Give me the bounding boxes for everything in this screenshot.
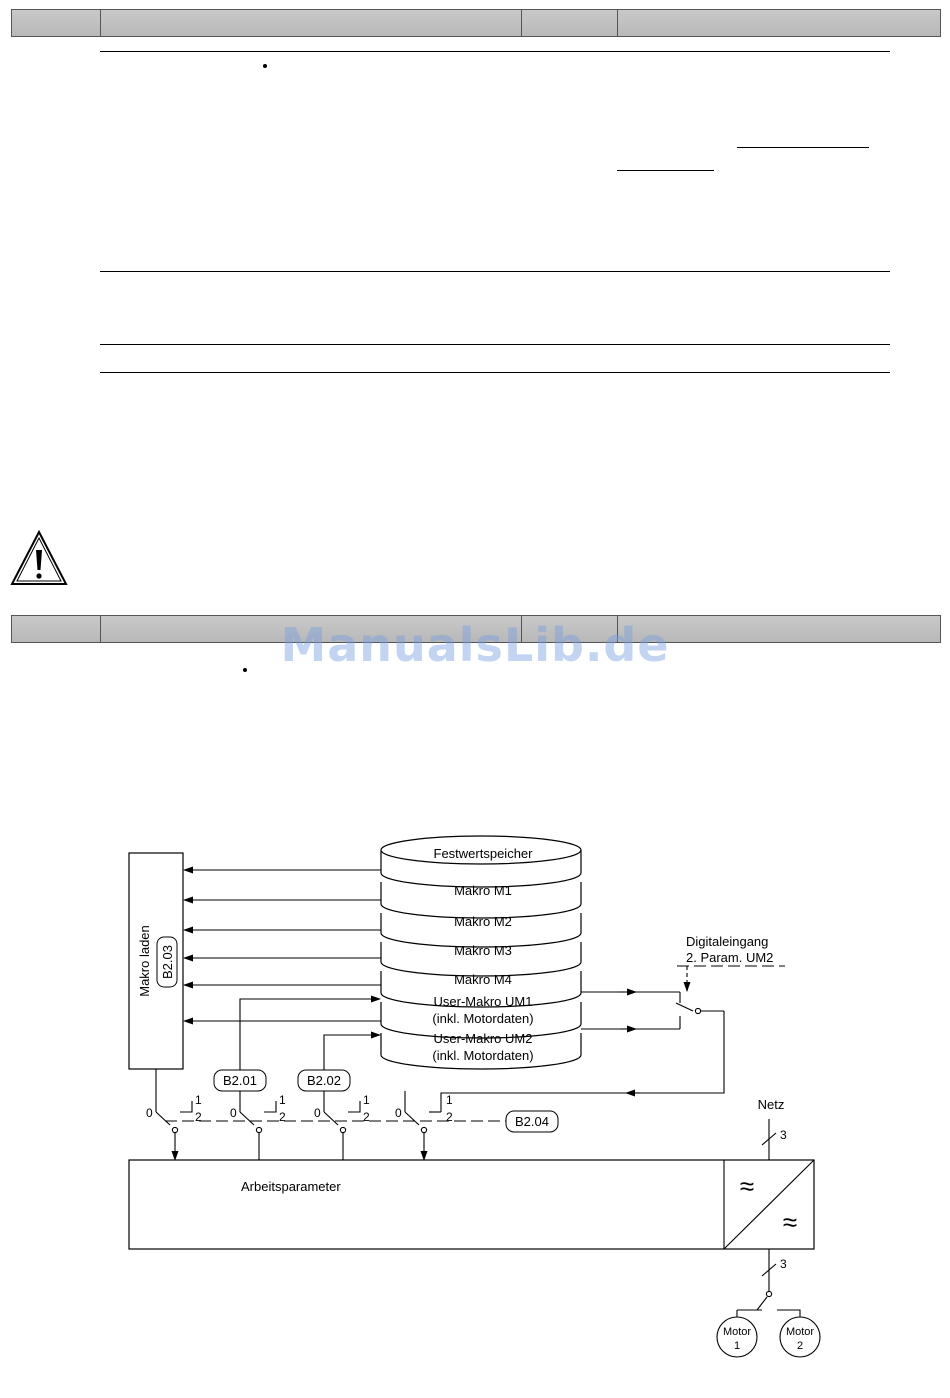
store-lines [240, 999, 380, 1070]
label-makro-m4: Makro M4 [454, 972, 512, 987]
b201-label: B2.01 [223, 1073, 257, 1088]
switch2-pos0: 0 [230, 1106, 237, 1120]
switch2-pos2: 2 [279, 1110, 286, 1124]
motor-2-number: 2 [796, 1340, 804, 1352]
label-um2-note: (inkl. Motordaten) [432, 1048, 534, 1063]
switch1-pos1: 1 [195, 1093, 202, 1107]
label-makro-m3: Makro M3 [454, 943, 512, 958]
label-festwertspeicher: Festwertspeicher [433, 846, 533, 861]
label-makro-m1: Makro M1 [454, 883, 512, 898]
digital-input-label-2: 2. Param. UM2 [686, 950, 774, 965]
load-arrows [184, 870, 381, 1021]
switch1-pos2: 2 [195, 1110, 202, 1124]
watermark: ManualsLib.de [280, 618, 670, 672]
switch3-pos1: 1 [363, 1093, 370, 1107]
makro-laden-label: Makro laden [137, 925, 152, 997]
netz-phase-count: 3 [780, 1128, 787, 1142]
work-params-label: Arbeitsparameter [241, 1179, 341, 1194]
switch4-pos2: 2 [446, 1110, 453, 1124]
work-params-box [129, 1160, 814, 1249]
label-user-makro-um2: User-Makro UM2 [433, 1031, 533, 1046]
netz-line [762, 1119, 776, 1160]
netz-label: Netz [757, 1097, 785, 1112]
converter-out-symbol: ≈ [782, 1207, 798, 1237]
b202-label: B2.02 [307, 1073, 341, 1088]
b204-label: B2.04 [515, 1114, 549, 1129]
converter-ac-symbol: ≈ [739, 1171, 755, 1201]
motor-output-line [737, 1249, 800, 1318]
b203-label: B2.03 [160, 945, 175, 979]
switch4-pos0: 0 [395, 1106, 402, 1120]
switch3-pos2: 2 [363, 1110, 370, 1124]
motor-1-label: Motor [722, 1326, 752, 1338]
label-makro-m2: Makro M2 [454, 914, 512, 929]
label-user-makro-um1: User-Makro UM1 [433, 994, 533, 1009]
switch2-pos1: 1 [279, 1093, 286, 1107]
switch4-pos1: 1 [446, 1093, 453, 1107]
motor-phase-count: 3 [780, 1257, 787, 1271]
digital-input-label-1: Digitaleingang [686, 934, 769, 949]
label-um1-note: (inkl. Motordaten) [432, 1011, 534, 1026]
motor-1-number: 1 [733, 1340, 741, 1352]
switch3-pos0: 0 [314, 1106, 321, 1120]
motor-2-label: Motor [785, 1326, 815, 1338]
switch1-pos0: 0 [146, 1106, 153, 1120]
